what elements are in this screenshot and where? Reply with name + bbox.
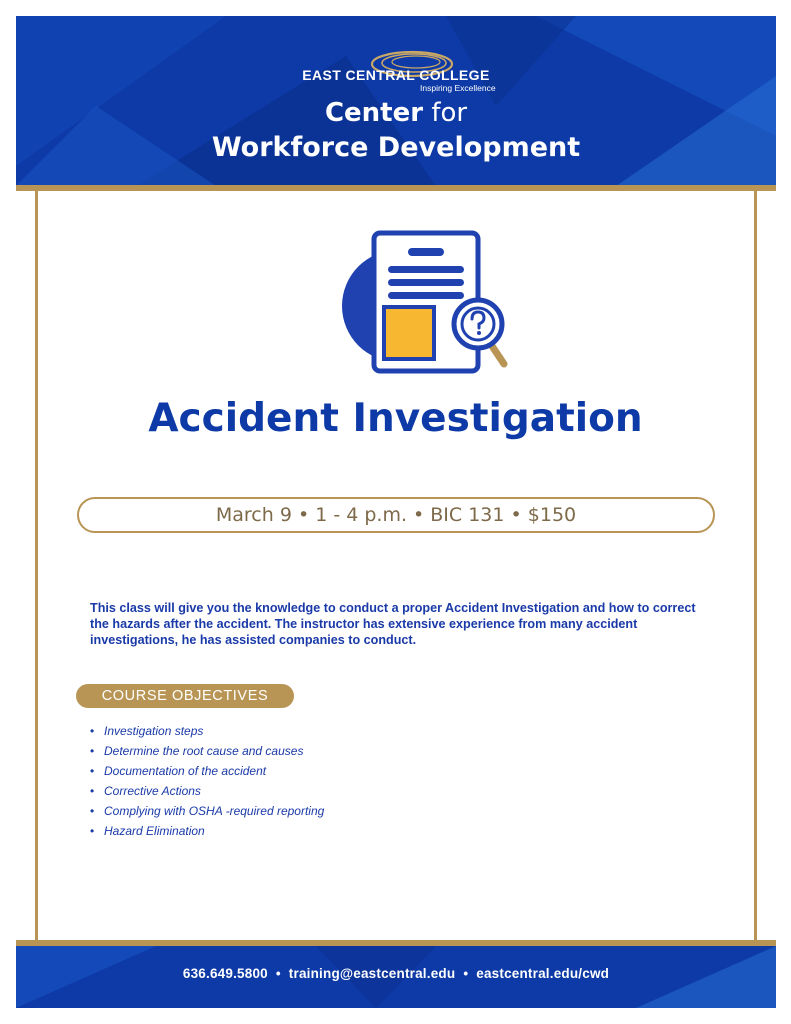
header-banner — [16, 16, 776, 186]
footer-email[interactable]: training@eastcentral.edu — [288, 966, 456, 981]
college-logo — [16, 46, 776, 98]
footer-website[interactable]: eastcentral.edu/cwd — [476, 966, 610, 981]
for-word: for — [431, 98, 468, 128]
footer-phone[interactable]: 636.649.5800 — [182, 966, 268, 981]
center-word: Center — [324, 98, 424, 128]
center-for-heading — [16, 98, 776, 128]
list-item: • Hazard Elimination — [90, 824, 205, 838]
objectives-list — [90, 721, 324, 841]
college-tagline: Inspiring Excellence — [420, 83, 496, 93]
objectives-heading: COURSE OBJECTIVES — [76, 684, 294, 708]
list-item: • Complying with OSHA -required reporting — [90, 804, 325, 818]
footer-banner — [16, 946, 776, 1008]
workforce-heading: Workforce Development — [211, 132, 581, 163]
list-item: • Corrective Actions — [90, 784, 201, 798]
course-description: This class will give you the knowledge to conduct a proper Accident Investigation and how to correct the hazards after the accident. The instructor has extensive experience from many accident investigations, he has assisted companies to conduct. — [90, 601, 696, 647]
left-gold-border — [35, 191, 38, 943]
document-search-icon — [338, 228, 518, 378]
footer-contact: 636.649.5800 • training@eastcentral.edu • eastcentral.edu/cwd — [182, 966, 610, 981]
right-gold-border — [754, 191, 757, 943]
list-item: • Investigation steps — [90, 724, 204, 738]
course-details-pill: March 9 • 1 - 4 p.m. • BIC 131 • $150 — [77, 497, 715, 533]
header-gold-rule — [16, 185, 776, 191]
course-title: Accident Investigation — [148, 396, 643, 441]
list-item: • Documentation of the accident — [90, 764, 267, 778]
college-name: EAST CENTRAL COLLEGE — [302, 67, 490, 83]
list-item: • Determine the root cause and causes — [90, 744, 304, 758]
